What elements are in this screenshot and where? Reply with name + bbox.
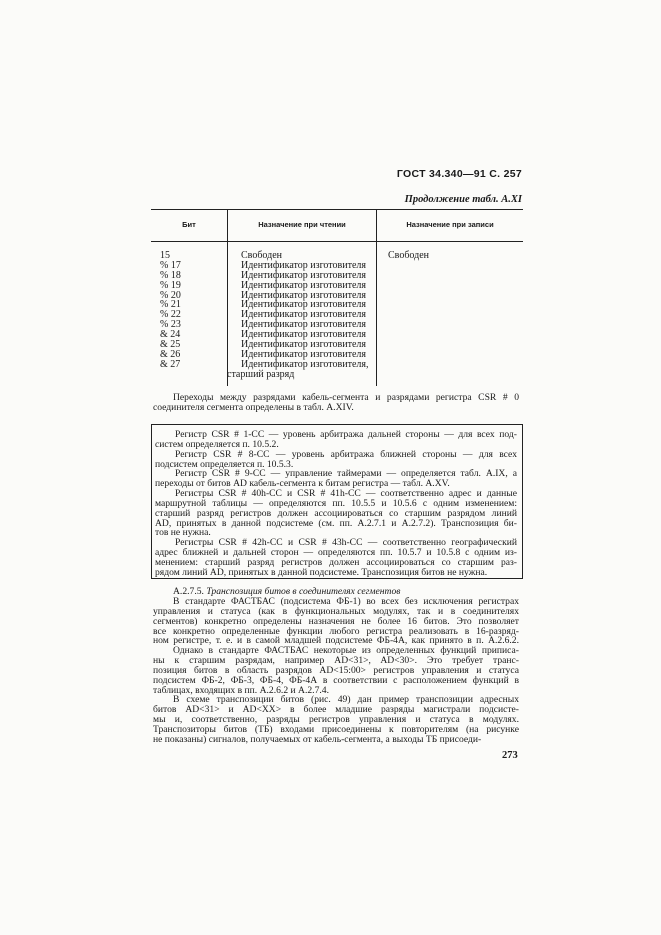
section-number: A.2.7.5.	[173, 587, 204, 597]
read-cell: Идентификатор изготовителя	[241, 279, 367, 291]
text-line: не показаны) сигналов, получаемых от кабель-сегмента, а выходы ТБ присоеди-	[153, 734, 482, 745]
text-line: Регистр CSR # 8-CC — уровень арбитража ближней стороны — для всех	[175, 449, 517, 460]
write-cell	[388, 320, 518, 330]
read-cell: Идентификатор изготовителя	[241, 269, 367, 281]
bit-cell	[160, 370, 220, 380]
text-line: тов не нужна.	[155, 528, 211, 539]
text-line: Регистр CSR # 9-CC — управление таймерами — определяется табл. A.IX, а	[175, 469, 517, 480]
read-cell: Идентификатор изготовителя	[241, 348, 367, 360]
text-line: битов AD<31> и AD<XX> в более младшие разряды магистрали подсисте-	[153, 705, 519, 716]
bit-cell: % 22	[160, 309, 181, 321]
text-line: переходы от битов AD кабель-сегмента к битам регистра — табл. A.XV.	[155, 479, 450, 490]
text-line: подсистем ФБ-2, ФБ-3, ФБ-4, ФБ-4А в соответствии с расположением функций в	[153, 675, 519, 686]
text-line: позиция битов в область разрядов AD<15:00> регистров управления и статуса	[153, 665, 519, 676]
paragraph-transitions	[153, 393, 519, 413]
write-cell	[388, 291, 518, 301]
read-cell: Идентификатор изготовителя	[241, 289, 367, 301]
page-number: 273	[502, 750, 518, 761]
text-line: AD, принятых в данной подсистеме (см. пп. A.2.7.1 и A.2.7.2). Транспозиция би-	[155, 518, 517, 529]
write-cell	[388, 340, 518, 350]
read-cell: Идентификатор изготовителя	[241, 309, 367, 321]
write-cell: Свободен	[388, 250, 430, 261]
text-line: подсистем определяется п. 10.5.3.	[155, 459, 294, 470]
text-line: мы и, соответственно, разряды регистров управления и статуса в модулях.	[153, 715, 519, 725]
read-cell: Идентификатор изготовителя	[241, 319, 367, 331]
text-line: соединителя сегмента определены в табл. A.XIV.	[153, 402, 354, 413]
text-line: Транспозиторы битов (ТБ) входами присоединены к повторителям (на рисунке	[153, 724, 519, 735]
text-line: таблицах, входящих в пп. A.2.6.2 и A.2.7.4.	[153, 685, 329, 696]
read-cell: Идентификатор изготовителя,	[241, 358, 369, 370]
write-cell	[388, 261, 518, 271]
text-line: маршрутной таблицы — определяются пп. 10.5.5 и 10.5.6 с одним изменением:	[155, 498, 517, 509]
bit-cell: % 21	[160, 299, 181, 311]
read-cell: Идентификатор изготовителя	[241, 329, 367, 341]
text-line: ном регистре, т. е. и в самой младшей подсистеме ФБ-4А, как принято в п. A.2.6.2.	[153, 636, 519, 647]
text-line: Регистры CSR # 40h-CC и CSR # 41h-CC — соответственно адрес и данные	[175, 489, 517, 499]
text-line: рядом линий AD, принятых в данной подсистеме. Транспозиция битов не нужна.	[155, 567, 488, 578]
table-top-rule	[151, 209, 523, 210]
write-cell	[388, 360, 518, 370]
text-line: систем определяется п. 10.5.2.	[155, 439, 279, 450]
write-cell	[388, 310, 518, 320]
column-header-write: Назначение при записи	[406, 220, 494, 229]
text-line: В схеме транспозиции битов (рис. 49) дан пример транспозиции адресных	[173, 695, 519, 706]
text-line: адрес ближней и дальней сторон — определяются пп. 10.5.7 и 10.5.8 с одним из-	[155, 548, 517, 558]
bit-cell: & 24	[160, 329, 181, 341]
bit-cell: 15	[160, 250, 170, 261]
write-cell	[388, 370, 518, 380]
bit-column	[160, 251, 220, 380]
write-cell	[388, 350, 518, 360]
text-line: менением: старший разряд регистров должен ассоциироваться со старшим раз-	[155, 557, 517, 568]
table-header-rule	[151, 241, 523, 242]
text-line: все конкретно определенные функции любого регистра реализовать в 16-разряд-	[153, 626, 519, 637]
column-header-bit: Бит	[182, 220, 196, 229]
write-cell	[388, 330, 518, 340]
bit-cell: & 25	[160, 339, 181, 351]
read-column	[229, 251, 375, 380]
section-body	[153, 597, 519, 745]
column-header-read: Назначение при чтении	[258, 220, 346, 229]
column-divider	[227, 210, 228, 386]
write-cell	[388, 300, 518, 310]
bit-cell: & 26	[160, 348, 181, 360]
read-cell: Свободен	[241, 250, 283, 261]
bit-cell: % 19	[160, 279, 181, 291]
text-line: В стандарте ФАСТБАС (подсистема ФБ-1) во всех без исключения регистрах	[173, 597, 519, 607]
bit-cell: % 17	[160, 259, 181, 271]
bit-cell: % 20	[160, 289, 181, 301]
text-line: Регистры CSR # 42h-CC и CSR # 43h-CC — соответственно географический	[175, 538, 517, 549]
section-heading	[153, 587, 519, 597]
text-line: Переходы между разрядами кабель-сегмента и разрядами регистра CSR # 0	[173, 393, 519, 403]
column-divider	[376, 210, 377, 386]
text-line: управления и статуса (как в функциональных модулях, так и в соединителях	[153, 606, 519, 617]
write-cell	[388, 271, 518, 281]
boxed-note-text	[155, 430, 517, 578]
text-line: ны к старшим разрядам, например AD<31>, AD<30>. Это требует транс-	[153, 656, 519, 666]
text-line: сегментов) конкретно определены назначения не более 16 битов. Это позволяет	[153, 616, 519, 627]
read-cell: Идентификатор изготовителя	[241, 339, 367, 351]
text-line: Однако в стандарте ФАСТБАС некоторые из определенных функций приписа-	[173, 646, 519, 657]
read-cell: старший разряд	[227, 368, 295, 380]
read-cell: Идентификатор изготовителя	[241, 259, 367, 271]
read-cell: Идентификатор изготовителя	[241, 299, 367, 311]
bit-cell: % 18	[160, 269, 181, 281]
text-line: старший разряд регистров должен ассоциироваться со старшим разрядом линий	[155, 508, 517, 519]
text-line: Регистр CSR # 1-CC — уровень арбитража дальней стороны — для всех под-	[175, 430, 517, 440]
document-reference: ГОСТ 34.340—91 С. 257	[396, 168, 522, 180]
bit-cell: & 27	[160, 358, 181, 370]
table-continuation-caption: Продолжение табл. A.XI	[404, 194, 522, 205]
section-title: Транспозиция битов в соединителях сегментов	[206, 587, 401, 597]
write-cell	[388, 281, 518, 291]
bit-cell: % 23	[160, 319, 181, 331]
write-column	[388, 251, 518, 380]
